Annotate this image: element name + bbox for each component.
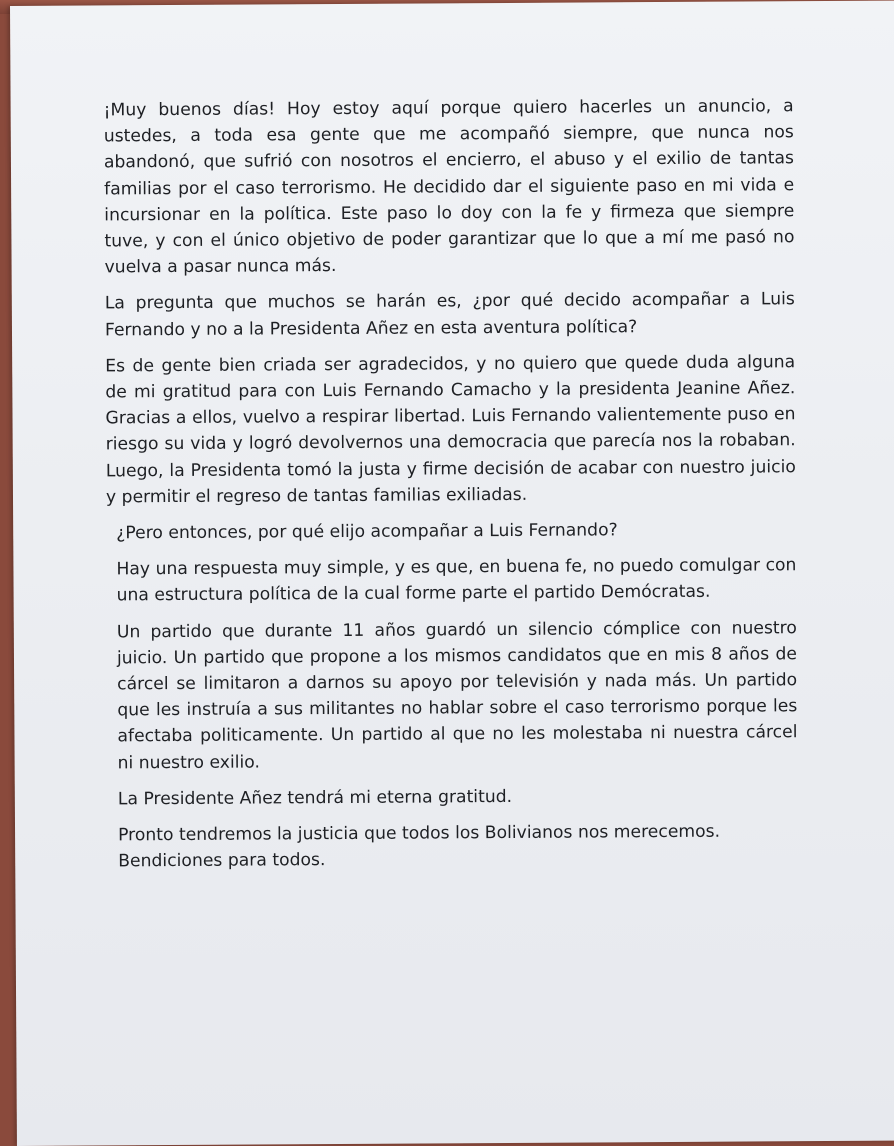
paragraph-question: La pregunta que muchos se harán es, ¿por qué decido acompañar a Luis Fernando y no a la Presidenta Añez en esta aventura política? bbox=[104, 289, 795, 341]
paragraph-announcement: ¡Muy buenos días! Hoy estoy aquí porque quiero hacerles un anuncio, a ustedes, a toda esa gente que me acompañó siempre, que nunca nos abandonó, que sufrió con nosotros el encierro, el abuso y el exilio de tantas familias por el caso terrorismo. He decidido dar el siguiente paso en mi vida e incursionar en la política. Este paso lo doy con la fe y firmeza que siempre tuve, y con el único objetivo de poder garantizar que lo que a mí me pasó no vuelva a pasar nunca más. bbox=[103, 96, 795, 278]
letter-body bbox=[104, 93, 799, 885]
paper-sheet bbox=[10, 1, 894, 1146]
paragraph-eternal-gratitude: La Presidente Añez tendrá mi eterna gratitud. bbox=[117, 786, 513, 810]
paragraph-closing: Pronto tendremos la justicia que todos los Bolivianos nos merecemos. Bendiciones para todos. bbox=[118, 821, 721, 872]
paragraph-why: ¿Pero entonces, por qué elijo acompañar a Luis Fernando? bbox=[116, 520, 618, 544]
paragraph-answer: Hay una respuesta muy simple, y es que, en buena fe, no puedo comulgar con una estructura política de la cual forme parte el partido Demócratas. bbox=[116, 555, 797, 606]
paragraph-party-critique: Un partido que durante 11 años guardó un silencio cómplice con nuestro juicio. Un partido que propone a los mismos candidatos que en mis 8 años de cárcel se limitaron a darnos su apoyo por televisión y nada más. Un partido que les instruía a sus militantes no hablar sobre el caso terrorismo porque les afectaba politicamente. Un partido al que no les molestaba ni nuestra cárcel ni nuestro exilio. bbox=[116, 617, 798, 774]
paragraph-gratitude: Es de gente bien criada ser agradecidos, y no quiero que quede duda alguna de mi gratitud para con Luis Fernando Camacho y la presidenta Jeanine Añez. Gracias a ellos, vuelvo a respirar libertad. Luis Fernando valientemente puso en riesgo su vida y logró devolvernos una democracia que parecía nos la robaban. Luego, la Presidenta tomó la justa y firme decisión de acabar con nuestro juicio y permitir el regreso de tantas familias exiliadas. bbox=[105, 352, 796, 508]
